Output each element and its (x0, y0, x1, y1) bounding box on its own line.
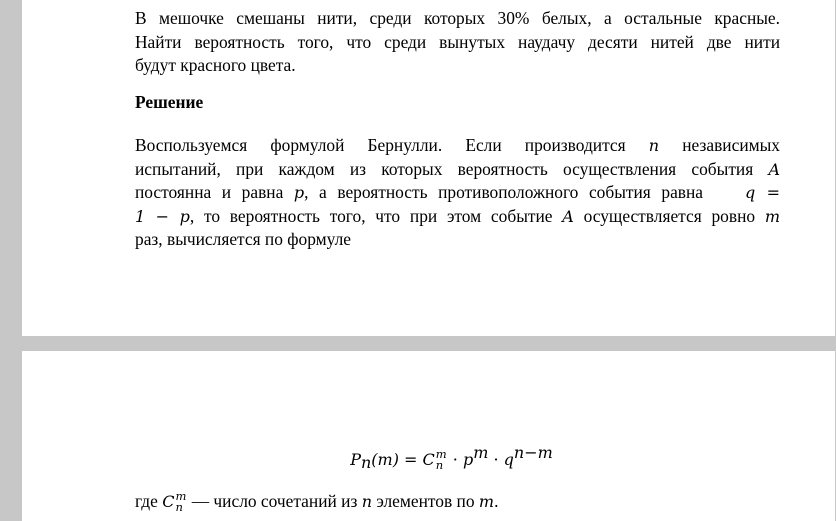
formula-expression (304, 443, 553, 473)
formula-C-sub-n: n (435, 457, 444, 472)
text-run: постоянна и равна (135, 182, 294, 202)
text-run: , а вероятность противоположного события равна (304, 182, 704, 202)
bernoulli-line-3 (135, 181, 780, 205)
formula-dot: · (447, 450, 463, 469)
text-run: — число сочетаний из (187, 491, 362, 511)
solution-heading: Решение (135, 92, 204, 112)
combination-definition (135, 490, 498, 514)
bernoulli-formula (22, 443, 835, 473)
problem-line-3: будут красного цвета. (135, 55, 296, 75)
math-n: n (361, 492, 372, 511)
problem-statement (135, 7, 780, 78)
math-n: n (648, 136, 660, 155)
text-run: . (494, 491, 499, 511)
text-run: где (135, 491, 163, 511)
math-m: m (478, 492, 495, 511)
formula-q: q (503, 450, 514, 469)
math-A: A (768, 159, 780, 179)
formula-equals: = (398, 450, 423, 469)
bernoulli-line-5: раз, вычисляется по формуле (135, 229, 351, 249)
formula-dot: · (488, 450, 504, 469)
text-run: осуществляется ровно (573, 205, 765, 226)
formula-C-sup-m: m (435, 446, 447, 461)
formula-p-sup-m: m (473, 443, 489, 462)
document-page-2 (22, 351, 835, 521)
bernoulli-line-2 (135, 158, 780, 182)
math-m: m (764, 206, 781, 226)
text-run: испытаний, при каждом из которых вероятность осуществления события (135, 158, 769, 179)
math-C-sup-m: m (175, 489, 187, 503)
problem-line-1: В мешочке смешаны нити, среди которых 30% белых, а остальные красные. (135, 8, 780, 28)
math-q-eq: q = (745, 183, 780, 202)
math-C-sub-n: n (175, 500, 183, 514)
problem-line-2: Найти вероятность того, что среди вынутых наудачу десяти нитей две нити (135, 31, 780, 52)
formula-arg: (m) (371, 450, 399, 469)
text-run: , то вероятность того, что при этом событие (189, 205, 563, 226)
formula-sub-n: n (360, 453, 372, 472)
formula-p: p (462, 450, 474, 469)
text-run: независимых (659, 135, 781, 155)
text-run: элементов по (372, 491, 479, 511)
formula-C-indices (435, 446, 447, 472)
formula-C: C (422, 450, 435, 469)
math-C: C (162, 492, 175, 511)
text-run: Воспользуемся формулой Бернулли. Если производится (135, 135, 649, 155)
math-one-minus-p: 1 − p (135, 206, 190, 226)
document-page-1 (22, 0, 835, 336)
bernoulli-line-4 (135, 205, 780, 229)
formula-P: P (350, 450, 361, 469)
formula-q-sup-n-minus-m: n−m (513, 443, 553, 462)
bernoulli-paragraph (135, 134, 780, 252)
math-C-indices (175, 491, 186, 513)
math-A: A (562, 206, 574, 226)
math-p: p (293, 183, 305, 202)
bernoulli-line-1 (135, 134, 780, 158)
